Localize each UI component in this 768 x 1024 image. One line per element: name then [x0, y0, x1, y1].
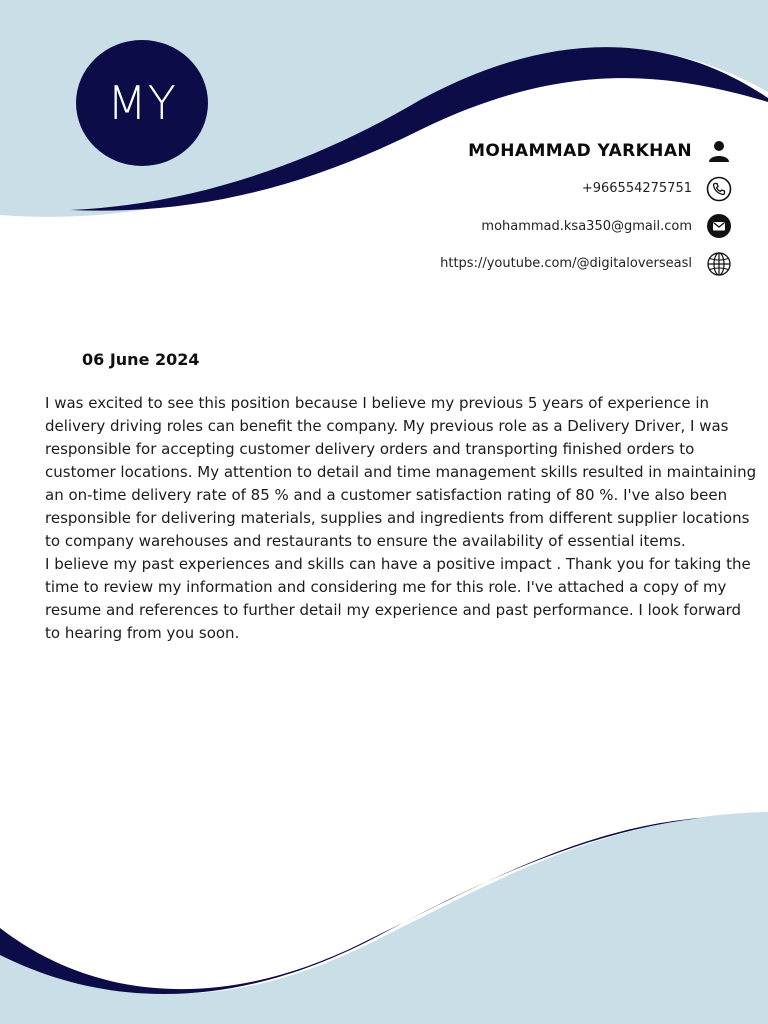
letter-paragraph-1: I was excited to see this position because I believe my previous 5 years of experience in delivery driving roles can benefit the company. My previous role as a Delivery Driver, I was responsible for accepting customer delivery orders and transporting finished orders to customer locations. My attention to detail and time management skills resulted in maintaining an on-time delivery rate of 85 % and a customer satisfaction rating of 80 %. I've also been responsible for delivering materials, supplies and ingredients from different supplier locations to company warehouses and restaurants to ensure the availability of essential items.: [45, 394, 757, 550]
phone-number[interactable]: +966554275751: [581, 181, 692, 196]
applicant-name: MOHAMMAD YARKHAN: [468, 141, 692, 161]
phone-icon: [706, 176, 732, 202]
website-row: [440, 249, 732, 279]
globe-icon: [706, 251, 732, 277]
bottom-light-wave: [0, 812, 768, 1024]
letter-date: 06 June 2024: [82, 350, 200, 369]
phone-row: [440, 174, 732, 204]
name-row: [440, 136, 732, 166]
email-address[interactable]: mohammad.ksa350@gmail.com: [481, 218, 692, 234]
email-row: [440, 211, 732, 241]
letter-paragraph-2: I believe my past experiences and skills can have a positive impact . Thank you for taking the time to review my information and considering me for this role. I've attached a copy of my resume and references to further detail my experience and past performance. I look forward to hearing from you soon.: [45, 555, 751, 642]
monogram-avatar: MY: [76, 40, 208, 166]
contact-block: [440, 136, 732, 286]
mail-icon: [706, 213, 732, 239]
website-url[interactable]: https://youtube.com/@digitaloverseasl: [440, 256, 692, 271]
person-icon: [706, 138, 732, 164]
letter-body: [45, 392, 757, 645]
